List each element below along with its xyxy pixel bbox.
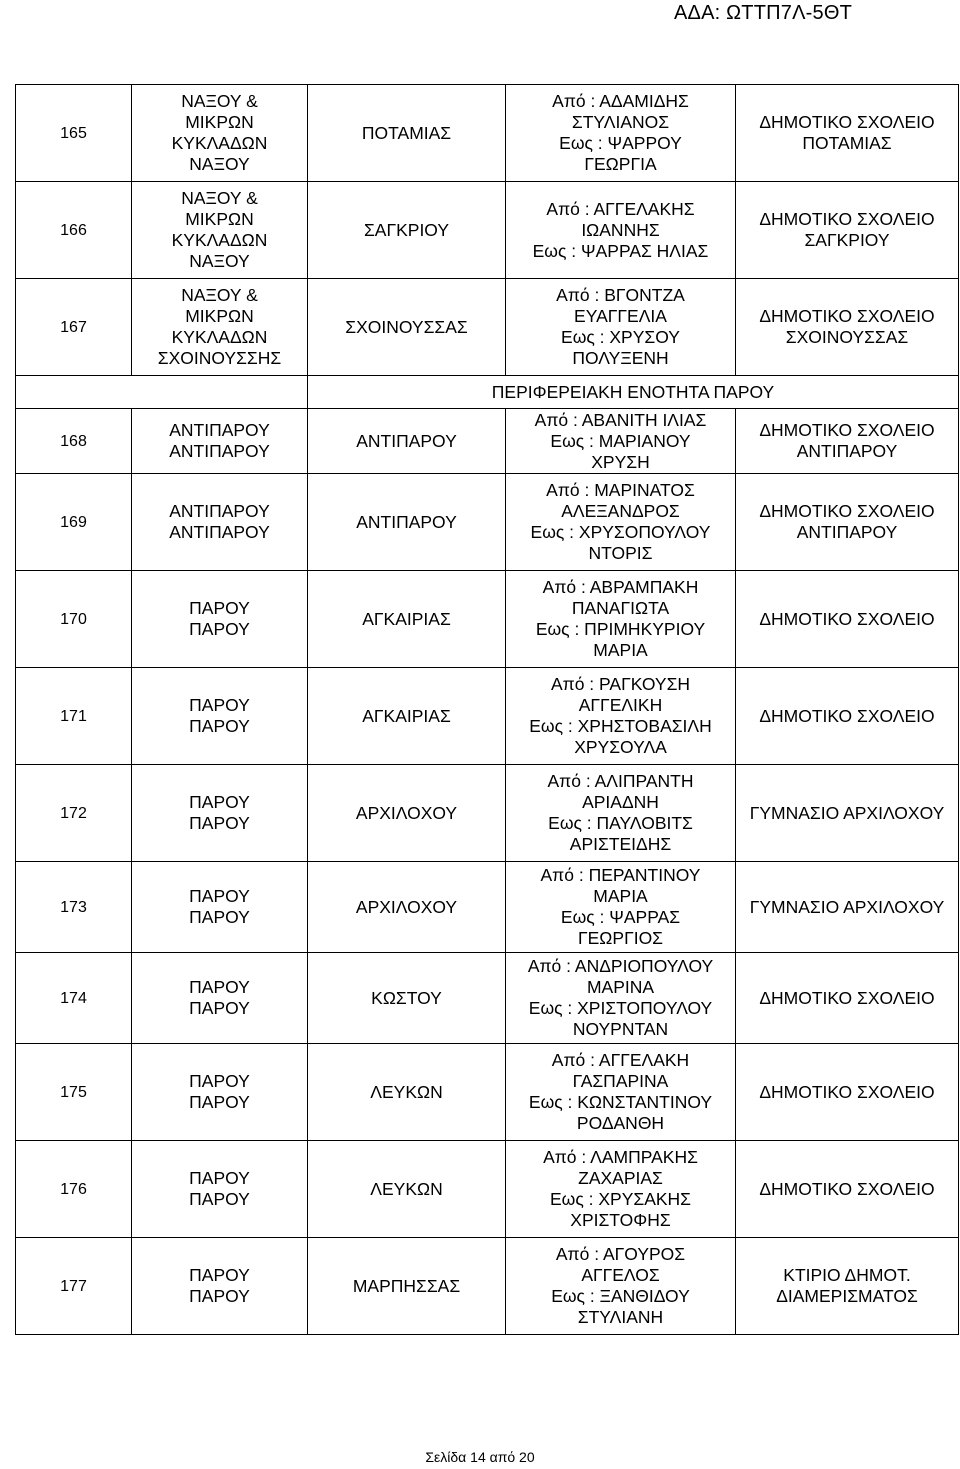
municipality-cell: ΚΩΣΤΟΥ <box>308 953 506 1044</box>
range-line: Εως : ΞΑΝΘΙΔΟΥ <box>551 1286 690 1306</box>
range-line: Από : ΑΓΟΥΡΟΣ <box>555 1244 686 1264</box>
location-line: ΑΝΤΙΠΑΡΟΥ <box>796 522 898 542</box>
range-line: ΑΛΕΞΑΝΔΡΟΣ <box>561 501 680 521</box>
area-line: ΑΝΤΙΠΑΡΟΥ <box>169 420 270 440</box>
area-line: ΠΑΡΟΥ <box>189 695 250 715</box>
page-number: Σελίδα 14 από 20 <box>425 1449 535 1465</box>
table-row <box>16 668 959 765</box>
polling-location-cell <box>736 765 959 862</box>
range-line: ΑΓΓΕΛΙΚΗ <box>578 695 663 715</box>
surname-range-cell <box>506 409 736 474</box>
area-line: ΚΥΚΛΑΔΩΝ <box>171 133 268 153</box>
table-row <box>16 1238 959 1335</box>
polling-location-cell <box>736 1044 959 1141</box>
area-cell <box>132 279 308 376</box>
range-line: Εως : ΧΡΙΣΤΟΠΟΥΛΟΥ <box>528 998 713 1018</box>
area-line: ΠΑΡΟΥ <box>189 1265 250 1285</box>
location-line: ΔΗΜΟΤΙΚΟ ΣΧΟΛΕΙΟ <box>759 1178 935 1199</box>
range-line: ΡΟΔΑΝΘΗ <box>576 1113 665 1133</box>
row-number: 167 <box>16 279 132 376</box>
row-number: 170 <box>16 571 132 668</box>
location-line: ΔΗΜΟΤΙΚΟ ΣΧΟΛΕΙΟ <box>759 705 935 726</box>
range-line: Εως : ΨΑΡΡΑΣ ΗΛΙΑΣ <box>532 240 709 261</box>
range-line: Από : ΜΑΡΙΝΑΤΟΣ <box>546 480 695 500</box>
location-line: ΔΗΜΟΤΙΚΟ ΣΧΟΛΕΙΟ <box>759 306 935 326</box>
range-line: Εως : ΨΑΡΡΑΣ <box>560 907 681 927</box>
range-line: ΜΑΡΙΝΑ <box>586 977 655 997</box>
table-row <box>16 862 959 953</box>
range-line: Εως : ΚΩΝΣΤΑΝΤΙΝΟΥ <box>528 1092 713 1112</box>
range-line: Από : ΑΝΔΡΙΟΠΟΥΛΟΥ <box>527 956 714 976</box>
polling-location-cell <box>736 279 959 376</box>
row-number: 177 <box>16 1238 132 1335</box>
range-line: ΠΑΝΑΓΙΩΤΑ <box>571 598 670 618</box>
range-line: ΜΑΡΙΑ <box>593 886 648 906</box>
row-number: 176 <box>16 1141 132 1238</box>
range-line: ΝΤΟΡΙΣ <box>588 543 653 563</box>
row-number: 174 <box>16 953 132 1044</box>
range-line: ΑΡΙΣΤΕΙΔΗΣ <box>569 834 672 854</box>
municipality-cell: ΣΑΓΚΡΙΟΥ <box>308 182 506 279</box>
area-line: ΠΑΡΟΥ <box>189 886 250 906</box>
row-number: 169 <box>16 474 132 571</box>
area-cell <box>132 571 308 668</box>
table-row <box>16 409 959 474</box>
polling-location-cell <box>736 182 959 279</box>
range-line: Εως : ΧΡΥΣΟΥ <box>561 327 680 347</box>
area-line: ΝΑΞΟΥ & <box>181 188 258 208</box>
range-line: ΓΕΩΡΓΙΟΣ <box>578 928 663 948</box>
location-line: ΔΗΜΟΤΙΚΟ ΣΧΟΛΕΙΟ <box>759 987 935 1008</box>
ada-code: ΑΔΑ: ΩΤΤΠ7Λ-5ΘΤ <box>673 2 852 24</box>
row-number: 168 <box>16 409 132 474</box>
section-spacer <box>132 376 308 409</box>
area-line: ΚΥΚΛΑΔΩΝ <box>171 230 268 250</box>
range-line: ΙΩΑΝΝΗΣ <box>581 219 660 240</box>
area-cell <box>132 862 308 953</box>
table-row <box>16 182 959 279</box>
range-line: ΓΕΩΡΓΙΑ <box>584 154 657 174</box>
area-cell <box>132 1044 308 1141</box>
area-line: ΝΑΞΟΥ & <box>181 285 258 305</box>
surname-range-cell <box>506 279 736 376</box>
table-row <box>16 474 959 571</box>
polling-location-cell <box>736 1238 959 1335</box>
range-line: Εως : ΠΡΙΜΗΚΥΡΙΟΥ <box>535 619 706 639</box>
municipality-cell: ΜΑΡΠΗΣΣΑΣ <box>308 1238 506 1335</box>
municipality-cell: ΛΕΥΚΩΝ <box>308 1141 506 1238</box>
area-line: ΠΑΡΟΥ <box>189 598 250 618</box>
row-number: 173 <box>16 862 132 953</box>
polling-location-cell <box>736 862 959 953</box>
municipality-cell: ΑΝΤΙΠΑΡΟΥ <box>308 409 506 474</box>
municipality-cell: ΑΓΚΑΙΡΙΑΣ <box>308 571 506 668</box>
municipality-cell: ΑΡΧΙΛΟΧΟΥ <box>308 862 506 953</box>
range-line: ΣΤΥΛΙΑΝΟΣ <box>571 112 670 132</box>
municipality-cell: ΛΕΥΚΩΝ <box>308 1044 506 1141</box>
range-line: Εως : ΧΡΗΣΤΟΒΑΣΙΛΗ <box>529 716 712 736</box>
table-row <box>16 1141 959 1238</box>
area-line: ΠΑΡΟΥ <box>189 907 250 927</box>
polling-stations-table <box>15 84 959 1335</box>
table-row <box>16 1044 959 1141</box>
surname-range-cell <box>506 1238 736 1335</box>
range-line: ΕΥΑΓΓΕΛΙΑ <box>574 306 667 326</box>
location-line: ΣΧΟΙΝΟΥΣΣΑΣ <box>785 327 909 347</box>
range-line: ΧΡΥΣΗ <box>591 451 650 472</box>
area-line: ΜΙΚΡΩΝ <box>185 209 254 229</box>
area-line: ΑΝΤΙΠΑΡΟΥ <box>169 522 270 542</box>
area-line: ΠΑΡΟΥ <box>189 977 250 997</box>
area-line: ΠΑΡΟΥ <box>189 813 250 833</box>
area-line: ΑΝΤΙΠΑΡΟΥ <box>169 501 270 521</box>
location-line: ΔΗΜΟΤΙΚΟ ΣΧΟΛΕΙΟ <box>759 209 935 229</box>
range-line: ΑΓΓΕΛΟΣ <box>581 1265 660 1285</box>
area-line: ΠΑΡΟΥ <box>189 792 250 812</box>
area-line: ΠΑΡΟΥ <box>189 716 250 736</box>
location-line: ΓΥΜΝΑΣΙΟ ΑΡΧΙΛΟΧΟΥ <box>749 896 945 917</box>
area-cell <box>132 953 308 1044</box>
range-line: Εως : ΧΡΥΣΟΠΟΥΛΟΥ <box>530 522 711 542</box>
surname-range-cell <box>506 571 736 668</box>
surname-range-cell <box>506 668 736 765</box>
range-line: Από : ΛΑΜΠΡΑΚΗΣ <box>543 1147 698 1167</box>
surname-range-cell <box>506 765 736 862</box>
municipality-cell: ΣΧΟΙΝΟΥΣΣΑΣ <box>308 279 506 376</box>
row-number: 165 <box>16 85 132 182</box>
location-line: ΚΤΙΡΙΟ ΔΗΜΟΤ. <box>783 1265 911 1285</box>
range-line: ΖΑΧΑΡΙΑΣ <box>578 1168 663 1188</box>
area-line: ΠΑΡΟΥ <box>189 1168 250 1188</box>
municipality-cell: ΑΝΤΙΠΑΡΟΥ <box>308 474 506 571</box>
location-line: ΔΗΜΟΤΙΚΟ ΣΧΟΛΕΙΟ <box>759 501 935 521</box>
range-line: Από : ΑΛΙΠΡΑΝΤΗ <box>547 771 694 791</box>
area-line: ΠΑΡΟΥ <box>189 998 250 1018</box>
range-line: ΠΟΛΥΞΕΝΗ <box>572 348 669 368</box>
range-line: ΜΑΡΙΑ <box>593 640 648 660</box>
section-row <box>16 376 959 409</box>
range-line: Από : ΑΔΑΜΙΔΗΣ <box>552 91 689 111</box>
table-row <box>16 85 959 182</box>
area-cell <box>132 1141 308 1238</box>
range-line: Εως : ΠΑΥΛΟΒΙΤΣ <box>548 813 693 833</box>
area-line: ΠΑΡΟΥ <box>189 1286 250 1306</box>
municipality-cell: ΑΡΧΙΛΟΧΟΥ <box>308 765 506 862</box>
range-line: Εως : ΨΑΡΡΟΥ <box>559 133 682 153</box>
surname-range-cell <box>506 182 736 279</box>
area-cell <box>132 765 308 862</box>
range-line: ΑΡΙΑΔΝΗ <box>582 792 659 812</box>
table-row <box>16 279 959 376</box>
range-line: ΧΡΥΣΟΥΛΑ <box>574 737 667 757</box>
polling-location-cell <box>736 409 959 474</box>
polling-location-cell <box>736 953 959 1044</box>
area-line: ΝΑΞΟΥ & <box>181 91 258 111</box>
location-line: ΔΗΜΟΤΙΚΟ ΣΧΟΛΕΙΟ <box>759 420 935 440</box>
polling-location-cell <box>736 668 959 765</box>
area-line: ΣΧΟΙΝΟΥΣΣΗΣ <box>157 348 282 368</box>
location-line: ΔΗΜΟΤΙΚΟ ΣΧΟΛΕΙΟ <box>759 112 935 132</box>
surname-range-cell <box>506 1044 736 1141</box>
row-number: 166 <box>16 182 132 279</box>
range-line: Από : ΠΕΡΑΝΤΙΝΟΥ <box>540 865 701 885</box>
table-row <box>16 953 959 1044</box>
area-cell <box>132 668 308 765</box>
range-line: Από : ΑΓΓΕΛΑΚΗΣ <box>546 198 695 219</box>
area-line: ΠΑΡΟΥ <box>189 1071 250 1091</box>
area-cell <box>132 182 308 279</box>
location-line: ΑΝΤΙΠΑΡΟΥ <box>796 441 898 461</box>
range-line: Από : ΒΓΟΝΤΖΑ <box>556 285 685 305</box>
range-line: Εως : ΜΑΡΙΑΝΟΥ <box>550 430 691 451</box>
range-line: Από : ΑΒΑΝΙΤΗ ΙΛΙΑΣ <box>534 409 707 430</box>
area-cell <box>132 409 308 474</box>
range-line: ΓΑΣΠΑΡΙΝΑ <box>572 1071 669 1091</box>
surname-range-cell <box>506 1141 736 1238</box>
range-line: Από : ΡΑΓΚΟΥΣΗ <box>550 674 691 694</box>
municipality-cell: ΑΓΚΑΙΡΙΑΣ <box>308 668 506 765</box>
range-line: Από : ΑΓΓΕΛΑΚΗ <box>551 1050 690 1070</box>
row-number: 172 <box>16 765 132 862</box>
location-line: ΠΟΤΑΜΙΑΣ <box>802 133 892 153</box>
area-cell <box>132 474 308 571</box>
table-row <box>16 765 959 862</box>
polling-location-cell <box>736 1141 959 1238</box>
surname-range-cell <box>506 474 736 571</box>
location-line: ΔΗΜΟΤΙΚΟ ΣΧΟΛΕΙΟ <box>759 1081 935 1102</box>
area-line: ΝΑΞΟΥ <box>189 251 250 271</box>
area-line: ΠΑΡΟΥ <box>189 1189 250 1209</box>
area-line: ΝΑΞΟΥ <box>189 154 250 174</box>
section-spacer <box>16 376 132 409</box>
area-line: ΑΝΤΙΠΑΡΟΥ <box>169 441 270 461</box>
area-line: ΜΙΚΡΩΝ <box>185 112 254 132</box>
area-line: ΚΥΚΛΑΔΩΝ <box>171 327 268 347</box>
area-line: ΠΑΡΟΥ <box>189 619 250 639</box>
table-row <box>16 571 959 668</box>
row-number: 171 <box>16 668 132 765</box>
location-line: ΔΗΜΟΤΙΚΟ ΣΧΟΛΕΙΟ <box>759 608 935 629</box>
area-cell <box>132 85 308 182</box>
row-number: 175 <box>16 1044 132 1141</box>
area-line: ΠΑΡΟΥ <box>189 1092 250 1112</box>
location-line: ΓΥΜΝΑΣΙΟ ΑΡΧΙΛΟΧΟΥ <box>749 802 945 823</box>
surname-range-cell <box>506 862 736 953</box>
area-line: ΜΙΚΡΩΝ <box>185 306 254 326</box>
surname-range-cell <box>506 85 736 182</box>
area-cell <box>132 1238 308 1335</box>
range-line: ΝΟΥΡΝΤΑΝ <box>572 1019 669 1039</box>
polling-location-cell <box>736 571 959 668</box>
location-line: ΔΙΑΜΕΡΙΣΜΑΤΟΣ <box>776 1286 918 1306</box>
range-line: Εως : ΧΡΥΣΑΚΗΣ <box>550 1189 691 1209</box>
range-line: ΣΤΥΛΙΑΝΗ <box>577 1307 664 1327</box>
municipality-cell: ΠΟΤΑΜΙΑΣ <box>308 85 506 182</box>
polling-location-cell <box>736 85 959 182</box>
surname-range-cell <box>506 953 736 1044</box>
range-line: Από : ΑΒΡΑΜΠΑΚΗ <box>542 577 699 597</box>
section-heading: ΠΕΡΙΦΕΡΕΙΑΚΗ ΕΝΟΤΗΤΑ ΠΑΡΟΥ <box>308 376 959 409</box>
location-line: ΣΑΓΚΡΙΟΥ <box>804 230 890 250</box>
range-line: ΧΡΙΣΤΟΦΗΣ <box>570 1210 671 1230</box>
polling-location-cell <box>736 474 959 571</box>
